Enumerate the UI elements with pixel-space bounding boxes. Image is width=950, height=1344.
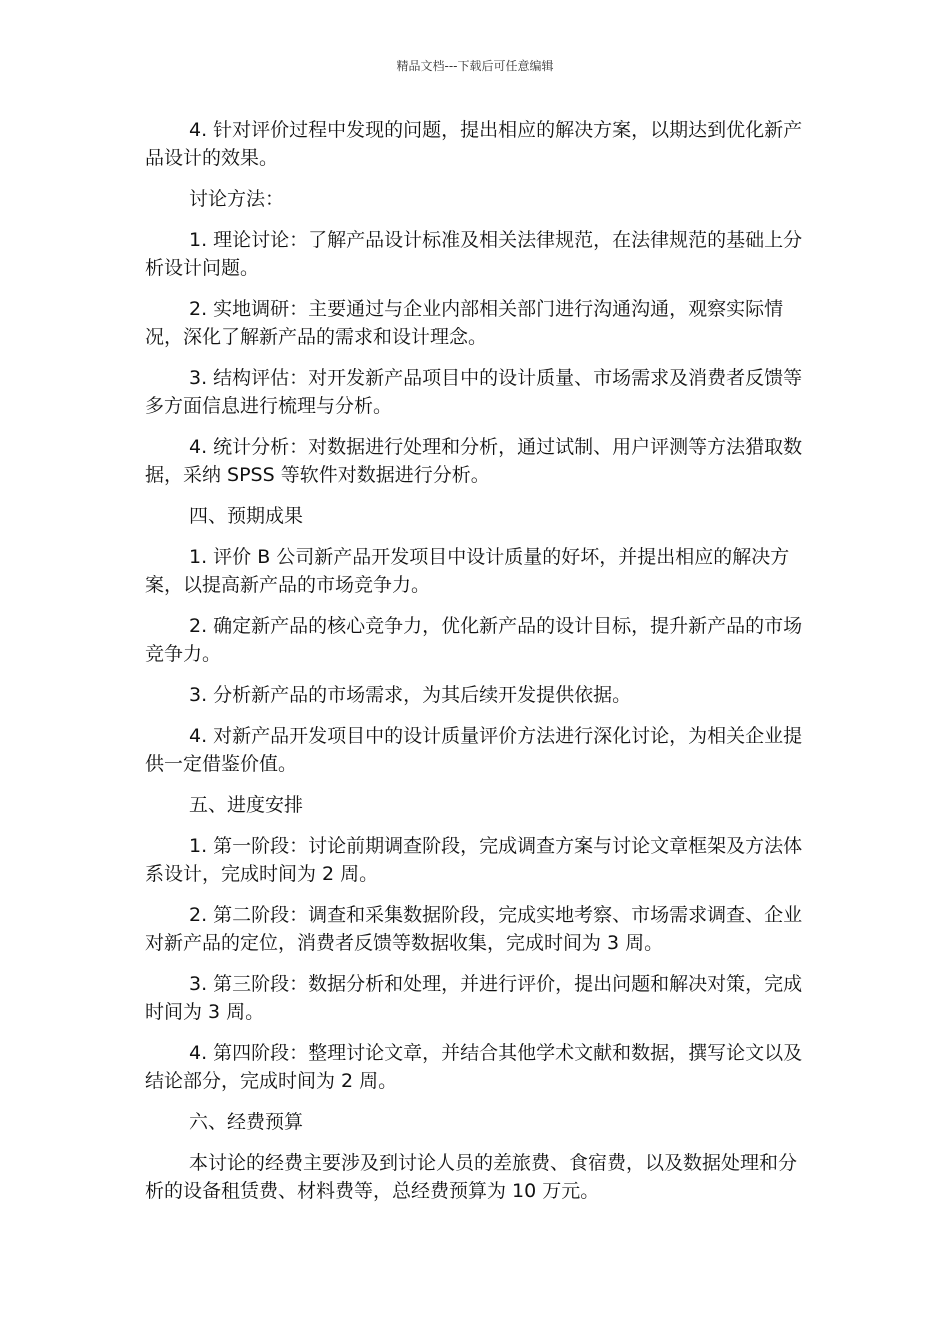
heading-budget: 六、经费预算 (189, 1111, 304, 1133)
paragraph-method-theory: 1. 理论讨论：了解产品设计标准及相关法律规范，在法律规范的基础上分析设计问题。 (145, 229, 803, 279)
paragraph-method-structure-eval: 3. 结构评估：对开发新产品项目中的设计质量、市场需求及消费者反馈等多方面信息进行梳理与分析。 (145, 367, 803, 417)
paragraph-method-statistics: 4. 统计分析：对数据进行处理和分析，通过试制、用户评测等方法猎取数据，采纳 SPSS 等软件对数据进行分析。 (145, 436, 803, 486)
paragraph-stage-2: 2. 第二阶段：调查和采集数据阶段，完成实地考察、市场需求调查、企业对新产品的定位，消费者反馈等数据收集，完成时间为 3 周。 (145, 904, 803, 954)
paragraph-result-2: 2. 确定新产品的核心竞争力，优化新产品的设计目标，提升新产品的市场竞争力。 (145, 615, 803, 665)
page-header: 精品文档---下载后可任意编辑 (396, 59, 554, 73)
paragraph-result-1: 1. 评价 B 公司新产品开发项目中设计质量的好坏，并提出相应的解决方案，以提高新产品的市场竞争力。 (145, 546, 790, 596)
heading-discussion-methods: 讨论方法： (189, 188, 285, 210)
paragraph-method-field-research: 2. 实地调研：主要通过与企业内部相关部门进行沟通沟通，观察实际情况，深化了解新产品的需求和设计理念。 (145, 298, 784, 348)
paragraph-result-4: 4. 对新产品开发项目中的设计质量评价方法进行深化讨论，为相关企业提供一定借鉴价值。 (145, 725, 803, 775)
heading-schedule: 五、进度安排 (189, 794, 304, 816)
paragraph-stage-3: 3. 第三阶段：数据分析和处理，并进行评价，提出问题和解决对策，完成时间为 3 周。 (145, 973, 803, 1023)
paragraph-objective-4: 4. 针对评价过程中发现的问题，提出相应的解决方案，以期达到优化新产品设计的效果。 (145, 119, 803, 169)
paragraph-result-3: 3. 分析新产品的市场需求，为其后续开发提供依据。 (189, 684, 632, 706)
paragraph-budget: 本讨论的经费主要涉及到讨论人员的差旅费、食宿费，以及数据处理和分析的设备租赁费、材料费等，总经费预算为 10 万元。 (145, 1152, 798, 1202)
document-body (145, 116, 805, 1218)
paragraph-stage-4: 4. 第四阶段：整理讨论文章，并结合其他学术文献和数据，撰写论文以及结论部分，完成时间为 2 周。 (145, 1042, 803, 1092)
heading-expected-results: 四、预期成果 (189, 505, 304, 527)
paragraph-stage-1: 1. 第一阶段：讨论前期调查阶段，完成调查方案与讨论文章框架及方法体系设计，完成时间为 2 周。 (145, 835, 803, 885)
